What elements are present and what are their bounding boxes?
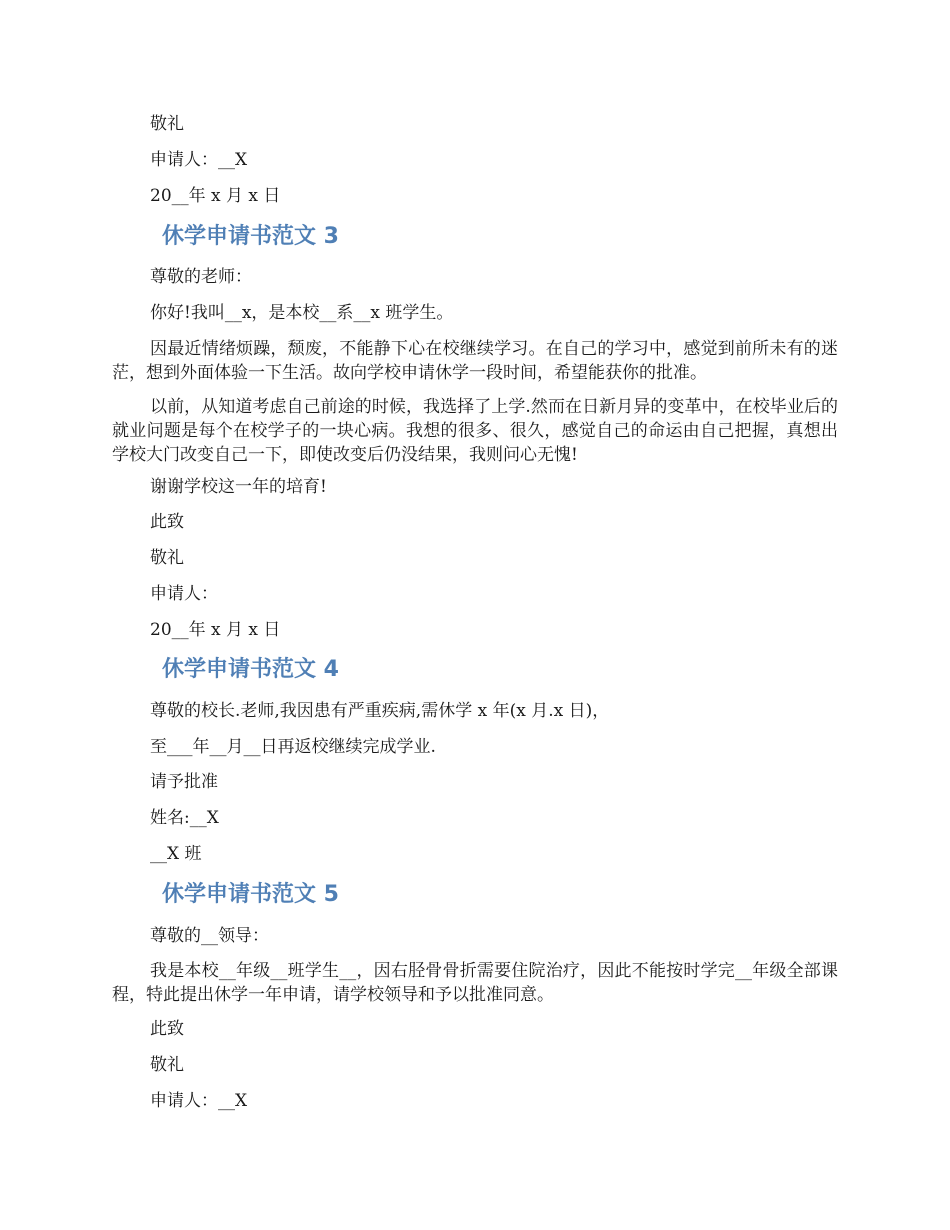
- return-date-line: 至___年__月__日再返校继续完成学业.: [150, 737, 436, 757]
- closing-line: 此致: [150, 1019, 184, 1039]
- thanks-line: 谢谢学校这一年的培育!: [150, 477, 327, 497]
- request-line: 尊敬的校长.老师,我因患有严重疾病,需休学 x 年(x 月.x 日)，: [150, 701, 610, 721]
- section-heading-5: 休学申请书范文 5: [162, 882, 339, 907]
- body-paragraph: 我是本校__年级__班学生__，因右胫骨骨折需要住院治疗，因此不能按时学完__年级全部课程，特此提出休学一年申请，请学校领导和予以批准同意。: [112, 961, 838, 1005]
- closing-salute: 敬礼: [150, 548, 184, 568]
- date-line: 20__年 x 月 x 日: [150, 186, 281, 206]
- closing-salute: 敬礼: [150, 114, 184, 134]
- applicant-line: 申请人：: [150, 584, 218, 604]
- salutation: 尊敬的老师：: [150, 267, 252, 287]
- applicant-line: 申请人：__X: [150, 1091, 248, 1111]
- section-heading-4: 休学申请书范文 4: [162, 657, 339, 682]
- body-paragraph: 以前，从知道考虑自己前途的时候，我选择了上学.然而在日新月异的变革中，在校毕业后的就业问题是每个在校学子的一块心病。我想的很多、很久，感觉自己的命运由自己把握，真想出学校大门改变自己一下，即使改变后仍没结果，我则问心无愧!: [112, 397, 838, 465]
- applicant-line: 申请人：__X: [150, 150, 248, 170]
- class-line: __X 班: [150, 844, 202, 864]
- salutation: 尊敬的__领导：: [150, 926, 269, 946]
- date-line: 20__年 x 月 x 日: [150, 620, 281, 640]
- greeting-line: 你好!我叫__x，是本校__系__x 班学生。: [150, 303, 454, 323]
- body-paragraph: 因最近情绪烦躁，颓废，不能静下心在校继续学习。在自己的学习中，感觉到前所未有的迷茫，想到外面体验一下生活。故向学校申请休学一段时间，希望能获你的批准。: [112, 339, 838, 383]
- closing-salute: 敬礼: [150, 1055, 184, 1075]
- name-line: 姓名:__X: [150, 808, 219, 828]
- closing-line: 此致: [150, 512, 184, 532]
- approval-request: 请予批准: [150, 772, 218, 792]
- section-heading-3: 休学申请书范文 3: [162, 224, 339, 249]
